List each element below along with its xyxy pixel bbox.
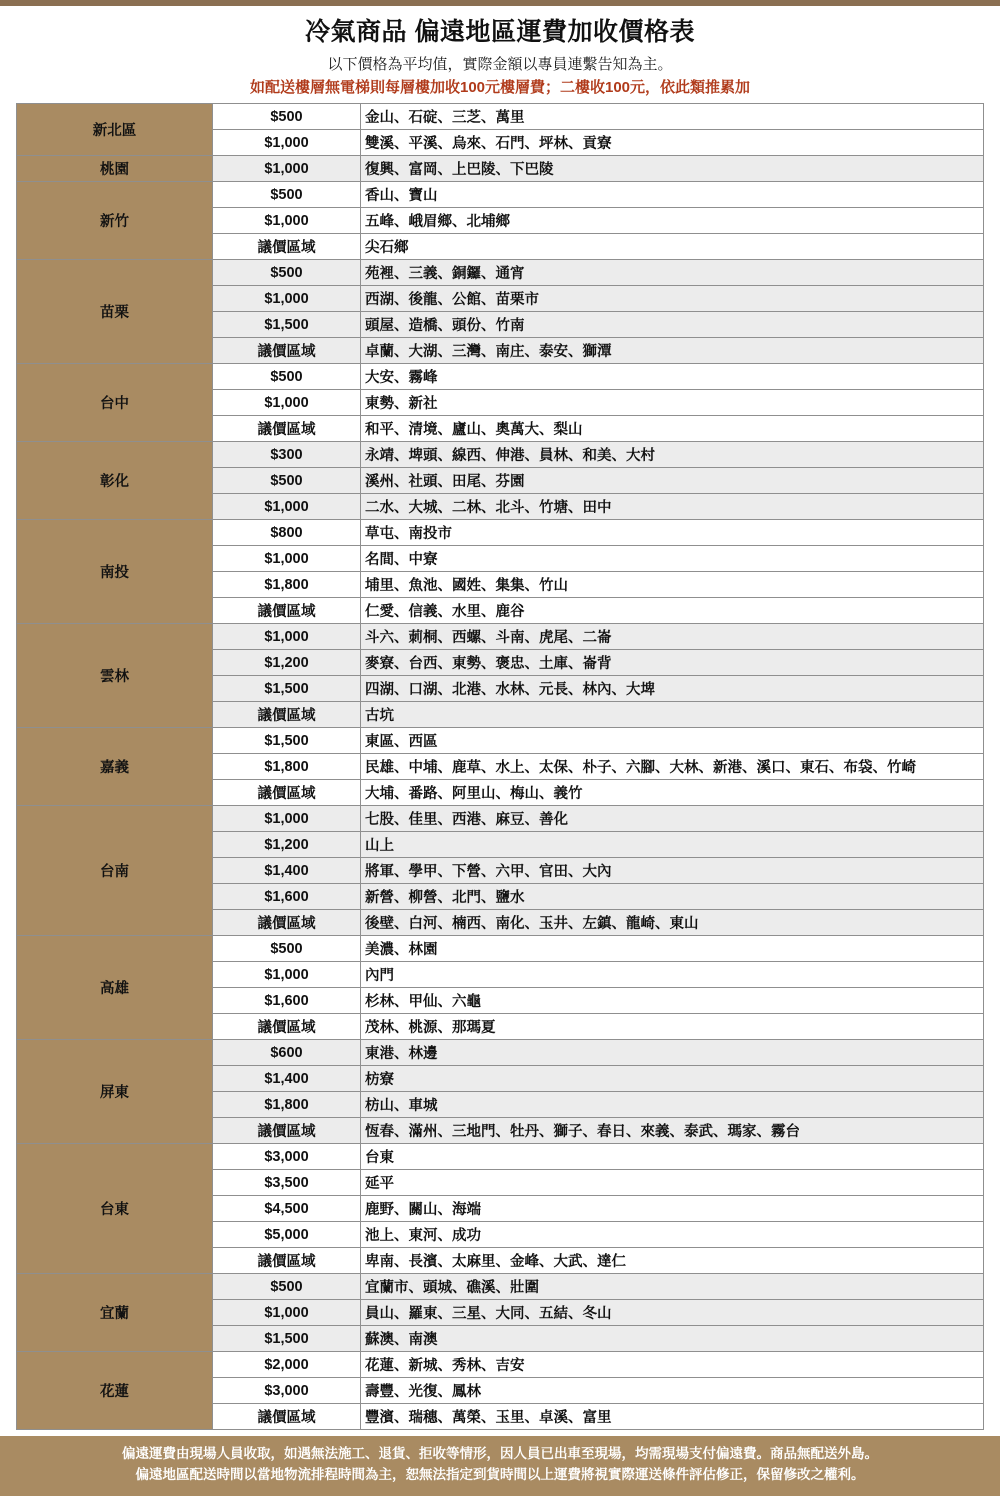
price-cell: $1,500: [213, 312, 361, 338]
price-cell: $1,000: [213, 286, 361, 312]
area-cell: 頭屋、造橋、頭份、竹南: [361, 312, 984, 338]
table-row: [17, 520, 984, 546]
area-cell: 仁愛、信義、水里、鹿谷: [361, 598, 984, 624]
price-cell: $1,800: [213, 1092, 361, 1118]
price-cell: $1,000: [213, 494, 361, 520]
table-row: [17, 1040, 984, 1066]
region-cell: 雲林: [17, 624, 213, 728]
area-cell: 壽豐、光復、鳳林: [361, 1378, 984, 1404]
price-cell: $1,000: [213, 130, 361, 156]
price-cell: 議價區域: [213, 910, 361, 936]
price-cell: 議價區域: [213, 416, 361, 442]
area-cell: 斗六、莿桐、西螺、斗南、虎尾、二崙: [361, 624, 984, 650]
table-row: [17, 156, 984, 182]
price-cell: $1,200: [213, 650, 361, 676]
price-cell: $1,800: [213, 754, 361, 780]
price-cell: 議價區域: [213, 702, 361, 728]
footer-line-2: 偏遠地區配送時間以當地物流排程時間為主，恕無法指定到貨時間以上運費將視實際運送條件評估修正，保留修改之權利。: [135, 1466, 865, 1482]
area-cell: 將軍、學甲、下營、六甲、官田、大內: [361, 858, 984, 884]
price-cell: $500: [213, 1274, 361, 1300]
footer-line-1: 偏遠運費由現場人員收取，如遇無法施工、退貨、拒收等情形，因人員已出車至現場，均需現場支付偏遠費。商品無配送外島。: [122, 1446, 878, 1461]
price-cell: $1,500: [213, 676, 361, 702]
area-cell: 東勢、新社: [361, 390, 984, 416]
note-average-price: 以下價格為平均值，實際金額以專員連繫告知為主。: [327, 56, 673, 73]
price-cell: $1,600: [213, 988, 361, 1014]
area-cell: 蘇澳、南澳: [361, 1326, 984, 1352]
region-cell: 新竹: [17, 182, 213, 260]
table-row: [17, 364, 984, 390]
area-cell: 東區、西區: [361, 728, 984, 754]
area-cell: 池上、東河、成功: [361, 1222, 984, 1248]
price-cell: 議價區域: [213, 1248, 361, 1274]
area-cell: 卓蘭、大湖、三灣、南庄、泰安、獅潭: [361, 338, 984, 364]
page-title-strong: 冷氣商品: [305, 18, 408, 46]
area-cell: 宜蘭市、頭城、礁溪、壯圍: [361, 1274, 984, 1300]
region-cell: 屏東: [17, 1040, 213, 1144]
table-row: [17, 104, 984, 130]
price-cell: $500: [213, 936, 361, 962]
area-cell: 復興、富岡、上巴陵、下巴陵: [361, 156, 984, 182]
price-cell: $1,200: [213, 832, 361, 858]
page-title-rest: 偏遠地區運費加收價格表: [414, 18, 695, 46]
price-cell: 議價區域: [213, 598, 361, 624]
area-cell: 豐濱、瑞穗、萬榮、玉里、卓溪、富里: [361, 1404, 984, 1430]
area-cell: 茂林、桃源、那瑪夏: [361, 1014, 984, 1040]
price-cell: $1,000: [213, 546, 361, 572]
area-cell: 埔里、魚池、國姓、集集、竹山: [361, 572, 984, 598]
area-cell: 草屯、南投市: [361, 520, 984, 546]
region-cell: 桃園: [17, 156, 213, 182]
region-cell: 高雄: [17, 936, 213, 1040]
area-cell: 苑裡、三義、銅鑼、通宵: [361, 260, 984, 286]
price-cell: $1,400: [213, 1066, 361, 1092]
table-row: [17, 728, 984, 754]
region-cell: 南投: [17, 520, 213, 624]
price-cell: $500: [213, 364, 361, 390]
price-cell: $4,500: [213, 1196, 361, 1222]
price-cell: $1,400: [213, 858, 361, 884]
area-cell: 杉林、甲仙、六龜: [361, 988, 984, 1014]
area-cell: 延平: [361, 1170, 984, 1196]
region-cell: 台中: [17, 364, 213, 442]
table-row: [17, 1144, 984, 1170]
table-row: [17, 806, 984, 832]
region-cell: 新北區: [17, 104, 213, 156]
area-cell: 後壁、白河、楠西、南化、玉井、左鎮、龍崎、東山: [361, 910, 984, 936]
area-cell: 台東: [361, 1144, 984, 1170]
table-row: [17, 1352, 984, 1378]
page-title: [0, 6, 1000, 50]
area-cell: 尖石鄉: [361, 234, 984, 260]
footer-notes: [0, 1436, 1000, 1496]
area-cell: 麥寮、台西、東勢、褒忠、土庫、崙背: [361, 650, 984, 676]
table-row: [17, 260, 984, 286]
price-cell: $1,500: [213, 728, 361, 754]
price-cell: $500: [213, 104, 361, 130]
price-cell: $1,000: [213, 390, 361, 416]
area-cell: 和平、清境、廬山、奧萬大、梨山: [361, 416, 984, 442]
price-cell: $1,000: [213, 1300, 361, 1326]
area-cell: 二水、大城、二林、北斗、竹塘、田中: [361, 494, 984, 520]
table-row: [17, 624, 984, 650]
area-cell: 山上: [361, 832, 984, 858]
area-cell: 金山、石碇、三芝、萬里: [361, 104, 984, 130]
price-cell: $3,000: [213, 1144, 361, 1170]
price-cell: $1,000: [213, 806, 361, 832]
area-cell: 四湖、口湖、北港、水林、元長、林內、大埤: [361, 676, 984, 702]
price-cell: 議價區域: [213, 780, 361, 806]
price-cell: $600: [213, 1040, 361, 1066]
area-cell: 花蓮、新城、秀林、吉安: [361, 1352, 984, 1378]
table-row: [17, 182, 984, 208]
price-cell: $500: [213, 182, 361, 208]
price-cell: $1,000: [213, 962, 361, 988]
price-cell: $500: [213, 468, 361, 494]
area-cell: 五峰、峨眉鄉、北埔鄉: [361, 208, 984, 234]
area-cell: 卑南、長濱、太麻里、金峰、大武、達仁: [361, 1248, 984, 1274]
area-cell: 民雄、中埔、鹿草、水上、太保、朴子、六腳、大林、新港、溪口、東石、布袋、竹崎: [361, 754, 984, 780]
price-cell: $1,800: [213, 572, 361, 598]
region-cell: 嘉義: [17, 728, 213, 806]
region-cell: 花蓮: [17, 1352, 213, 1430]
price-cell: $1,000: [213, 156, 361, 182]
price-cell: $5,000: [213, 1222, 361, 1248]
area-cell: 古坑: [361, 702, 984, 728]
region-cell: 苗栗: [17, 260, 213, 364]
price-cell: $2,000: [213, 1352, 361, 1378]
price-cell: $800: [213, 520, 361, 546]
area-cell: 西湖、後龍、公館、苗栗市: [361, 286, 984, 312]
area-cell: 員山、羅東、三星、大同、五結、冬山: [361, 1300, 984, 1326]
area-cell: 美濃、林園: [361, 936, 984, 962]
region-cell: 宜蘭: [17, 1274, 213, 1352]
price-cell: 議價區域: [213, 1014, 361, 1040]
area-cell: 雙溪、平溪、烏來、石門、坪林、貢寮: [361, 130, 984, 156]
area-cell: 鹿野、關山、海端: [361, 1196, 984, 1222]
area-cell: 溪州、社頭、田尾、芬園: [361, 468, 984, 494]
price-cell: $1,000: [213, 208, 361, 234]
table-row: [17, 1274, 984, 1300]
price-cell: 議價區域: [213, 234, 361, 260]
area-cell: 恆春、滿州、三地門、牡丹、獅子、春日、來義、泰武、瑪家、霧台: [361, 1118, 984, 1144]
price-cell: $3,000: [213, 1378, 361, 1404]
area-cell: 新營、柳營、北門、鹽水: [361, 884, 984, 910]
area-cell: 名間、中寮: [361, 546, 984, 572]
area-cell: 大安、霧峰: [361, 364, 984, 390]
table-row: [17, 442, 984, 468]
area-cell: 東港、林邊: [361, 1040, 984, 1066]
price-cell: $300: [213, 442, 361, 468]
price-cell: $500: [213, 260, 361, 286]
area-cell: 內門: [361, 962, 984, 988]
remote-area-fee-table: [16, 103, 984, 1430]
area-cell: 七股、佳里、西港、麻豆、善化: [361, 806, 984, 832]
region-cell: 台南: [17, 806, 213, 936]
note-floor-fee: 如配送樓層無電梯則每層樓加收100元樓層費；二樓收100元，依此類推累加: [249, 79, 751, 96]
price-cell: $1,600: [213, 884, 361, 910]
price-cell: $1,500: [213, 1326, 361, 1352]
table-row: [17, 936, 984, 962]
area-cell: 枋山、車城: [361, 1092, 984, 1118]
price-cell: 議價區域: [213, 1118, 361, 1144]
area-cell: 永靖、埤頭、線西、伸港、員林、和美、大村: [361, 442, 984, 468]
region-cell: 台東: [17, 1144, 213, 1274]
area-cell: 香山、寶山: [361, 182, 984, 208]
price-cell: 議價區域: [213, 1404, 361, 1430]
area-cell: 大埔、番路、阿里山、梅山、義竹: [361, 780, 984, 806]
price-cell: $1,000: [213, 624, 361, 650]
area-cell: 枋寮: [361, 1066, 984, 1092]
price-cell: $3,500: [213, 1170, 361, 1196]
price-cell: 議價區域: [213, 338, 361, 364]
region-cell: 彰化: [17, 442, 213, 520]
